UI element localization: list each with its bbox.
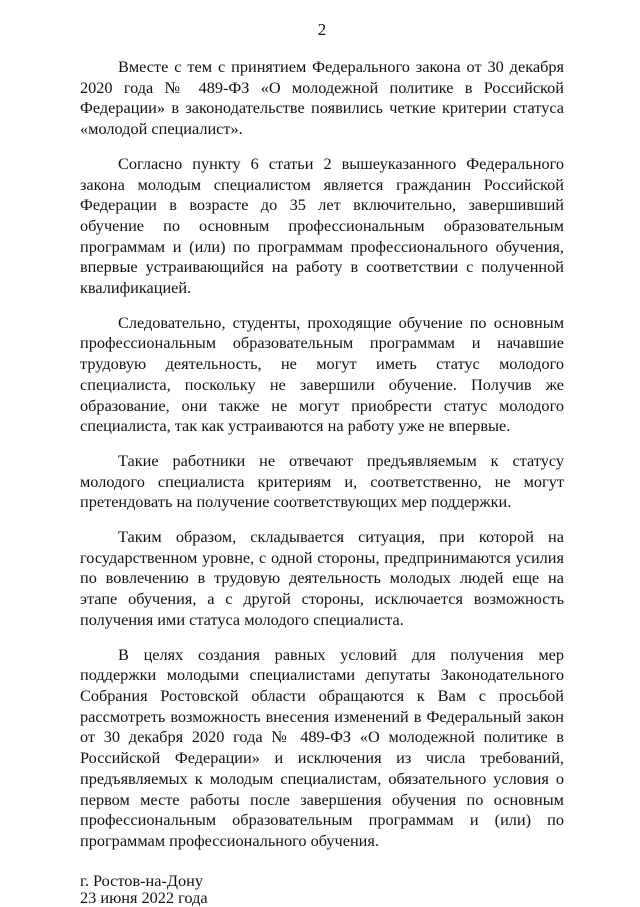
signature-date: 23 июня 2022 года <box>80 887 208 907</box>
paragraph-request: В целях создания равных условий для получения мер поддержки молодыми специалистами депутаты Законодательного Собрания Ростовской области обращаются к Вам с просьбой рассмотреть возможность внесения изменений в Федеральный закон от 30 декабря 2020 года № 489-ФЗ «О молодежной политике в Российской Федерации» и исключения из числа требований, предъявляемых к молодым специалистам, обязательного условия о первом месте работы после завершения обучения по основным профессиональным образовательным программам и (или) по программам профессионального обучения. <box>80 644 564 850</box>
paragraph-criteria: Вместе с тем с принятием Федерального закона от 30 декабря 2020 года № 489-ФЗ «О молодежной политике в Российской Федерации» в законодательстве появились четкие критерии статуса «молодой специалист». <box>80 57 564 139</box>
paragraph-consequence: Следовательно, студенты, проходящие обучение по основным профессиональным образовательным программам и начавшие трудовую деятельность, не могут иметь статус молодого специалиста, поскольку не завершили обучение. Получив же образование, они также не могут приобрести статус молодого специалиста, так как устраиваются на работу уже не впервые. <box>80 312 564 436</box>
paragraph-situation: Таким образом, складывается ситуация, при которой на государственном уровне, с одной стороны, предпринимаются усилия по вовлечению в трудовую деятельность молодых людей еще на этапе обучения, а с другой стороны, исключается возможность получения ими статуса молодого специалиста. <box>80 527 564 629</box>
signature-place: г. Ростов-на-Дону <box>80 870 204 890</box>
signature-block <box>80 872 564 906</box>
paragraph-support: Такие работники не отвечают предъявляемым к статусу молодого специалиста критериям и, соответственно, не могут претендовать на получение соответствующих мер поддержки. <box>80 450 564 512</box>
document-page <box>80 20 564 906</box>
paragraph-definition: Согласно пункту 6 статьи 2 вышеуказанного Федерального закона молодым специалистом является гражданин Российской Федерации в возрасте до 35 лет включительно, завершивший обучение по основным профессиональным образовательным программам и (или) по программам профессионального обучения, впервые устраивающийся на работу в соответствии с полученной квалификацией. <box>80 153 564 298</box>
page-number: 2 <box>317 20 327 39</box>
